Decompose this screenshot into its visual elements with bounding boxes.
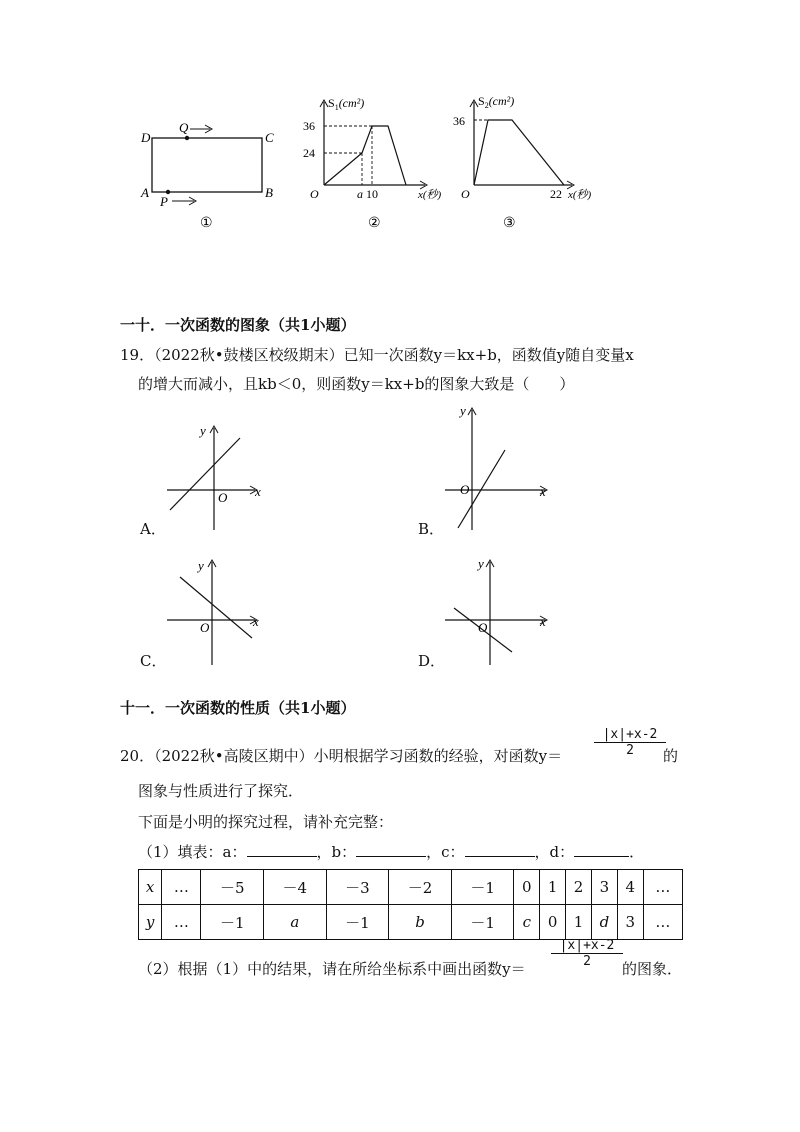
fraction-denominator: 2 bbox=[626, 743, 634, 758]
svg-text:x(秒): x(秒) bbox=[568, 189, 592, 201]
table-cell: d bbox=[591, 905, 617, 940]
option-c-label[interactable]: C． bbox=[140, 652, 167, 670]
svg-text:O: O bbox=[218, 490, 228, 505]
table-cell: … bbox=[643, 905, 682, 940]
svg-text:x: x bbox=[540, 484, 546, 499]
svg-text:y: y bbox=[198, 558, 204, 573]
q20-fraction bbox=[594, 727, 666, 758]
option-c-graph bbox=[167, 558, 259, 665]
option-a-graph bbox=[167, 423, 261, 530]
value-table bbox=[138, 869, 683, 940]
table-cell: －1 bbox=[451, 870, 514, 905]
fill-d-label: ，d： bbox=[534, 843, 575, 861]
table-cell: 1 bbox=[566, 905, 592, 940]
label-P: P bbox=[160, 194, 168, 209]
blank-a[interactable] bbox=[247, 842, 317, 857]
q20-part2: （2）根据（1）中的结果，请在所给坐标系中画出函数y＝ bbox=[138, 960, 526, 978]
svg-text:②: ② bbox=[368, 216, 381, 231]
table-cell: x bbox=[139, 870, 162, 905]
table-cell: … bbox=[643, 870, 682, 905]
q20-fill-line bbox=[138, 841, 644, 863]
caption-1: ① bbox=[200, 216, 213, 231]
table-cell: －2 bbox=[389, 870, 452, 905]
q19-line1 bbox=[120, 344, 634, 366]
option-graphs bbox=[0, 400, 800, 680]
svg-text:22: 22 bbox=[550, 187, 562, 201]
svg-text:36: 36 bbox=[303, 119, 315, 133]
table-row bbox=[139, 905, 683, 940]
svg-text:x: x bbox=[540, 614, 546, 629]
table-row bbox=[139, 870, 683, 905]
table-cell: 1 bbox=[540, 870, 566, 905]
table-cell: －1 bbox=[451, 905, 514, 940]
section-11-heading: 十一．一次函数的性质（共1小题） bbox=[120, 699, 356, 717]
table-cell: … bbox=[162, 905, 201, 940]
figure-3-graph bbox=[453, 94, 592, 231]
q20-line1-end: 的 bbox=[663, 747, 679, 765]
svg-text:S2(cm²): $S_2(cm^2)$ bbox=[478, 94, 515, 110]
svg-text:a: a bbox=[357, 187, 363, 201]
blank-d[interactable] bbox=[574, 842, 629, 857]
q19-number: 19． bbox=[120, 346, 155, 364]
fill-a-label: a： bbox=[222, 843, 247, 861]
q20-line3: 下面是小明的探究过程，请补充完整： bbox=[138, 813, 394, 831]
q20-line2: 图象与性质进行了探究． bbox=[138, 782, 304, 800]
table-cell: 0 bbox=[540, 905, 566, 940]
table-cell: 3 bbox=[617, 905, 643, 940]
label-Q: Q bbox=[179, 120, 189, 135]
q20-fraction-2 bbox=[551, 938, 623, 969]
table-cell: －5 bbox=[201, 870, 264, 905]
table-cell: －1 bbox=[201, 905, 264, 940]
table-cell: c bbox=[514, 905, 540, 940]
svg-text:③: ③ bbox=[503, 216, 516, 231]
svg-text:x: x bbox=[253, 614, 259, 629]
label-A: A bbox=[141, 185, 149, 200]
table-cell: … bbox=[162, 870, 201, 905]
svg-text:36: 36 bbox=[453, 114, 465, 128]
svg-text:O: O bbox=[310, 187, 319, 201]
svg-text:O: O bbox=[460, 482, 470, 497]
table-cell: 3 bbox=[591, 870, 617, 905]
fill-prefix: （1）填表： bbox=[138, 843, 223, 861]
option-d-label[interactable]: D． bbox=[418, 652, 446, 670]
table-cell: 0 bbox=[514, 870, 540, 905]
svg-text:y: y bbox=[478, 556, 484, 571]
table-cell: －4 bbox=[264, 870, 327, 905]
blank-b[interactable] bbox=[356, 842, 426, 857]
svg-text:x(秒): x(秒) bbox=[418, 189, 442, 201]
svg-text:24: 24 bbox=[303, 146, 315, 160]
label-D: D bbox=[141, 130, 151, 145]
table-cell: b bbox=[389, 905, 452, 940]
table-cell: a bbox=[264, 905, 327, 940]
fraction-denominator: 2 bbox=[583, 954, 591, 969]
table-cell: 2 bbox=[566, 870, 592, 905]
svg-text:O: O bbox=[200, 620, 210, 635]
option-a-label[interactable]: A． bbox=[140, 520, 166, 538]
fill-b-label: ，b： bbox=[316, 843, 357, 861]
svg-text:O: O bbox=[461, 187, 470, 201]
option-b-label[interactable]: B． bbox=[418, 520, 445, 538]
svg-text:y: y bbox=[200, 423, 206, 438]
label-C: C bbox=[265, 130, 274, 145]
svg-text:O: O bbox=[478, 620, 488, 635]
q19-line2: 的增大而减小，且kb＜0，则函数y＝kx+b的图象大致是（ ） bbox=[138, 375, 575, 393]
svg-text:y: y bbox=[460, 403, 466, 418]
q19-text-1: （2022秋•鼓楼区校级期末）已知一次函数y＝kx+b，函数值y随自变量x bbox=[154, 346, 634, 364]
table-cell: 4 bbox=[617, 870, 643, 905]
fill-c-label: ，c： bbox=[426, 843, 465, 861]
table-cell: －1 bbox=[326, 905, 389, 940]
table-cell: y bbox=[139, 905, 162, 940]
top-figures bbox=[0, 80, 800, 240]
q20-part2-end: 的图象． bbox=[622, 960, 683, 978]
option-d-graph bbox=[445, 556, 547, 665]
table-cell: －3 bbox=[326, 870, 389, 905]
blank-c[interactable] bbox=[465, 842, 535, 857]
section-10-heading: 一十．一次函数的图象（共1小题） bbox=[120, 316, 356, 334]
q20-line1 bbox=[120, 745, 562, 767]
q20-text-1: （2022秋•高陵区期中）小明根据学习函数的经验，对函数y＝ bbox=[154, 747, 563, 765]
svg-text:x: x bbox=[255, 484, 261, 499]
figure-2-graph bbox=[303, 96, 442, 231]
fraction-numerator: |x|+x-2 bbox=[594, 727, 666, 743]
label-B: B bbox=[265, 185, 273, 200]
fill-end: ． bbox=[629, 843, 645, 861]
q20-number: 20． bbox=[120, 747, 155, 765]
svg-text:S1(cm²): $S_1(cm^2)$ bbox=[328, 96, 365, 112]
fraction-numerator: |x|+x-2 bbox=[551, 938, 623, 954]
svg-text:10: 10 bbox=[366, 187, 378, 201]
figure-1-rectangle bbox=[140, 120, 274, 231]
option-b-graph bbox=[445, 403, 547, 530]
